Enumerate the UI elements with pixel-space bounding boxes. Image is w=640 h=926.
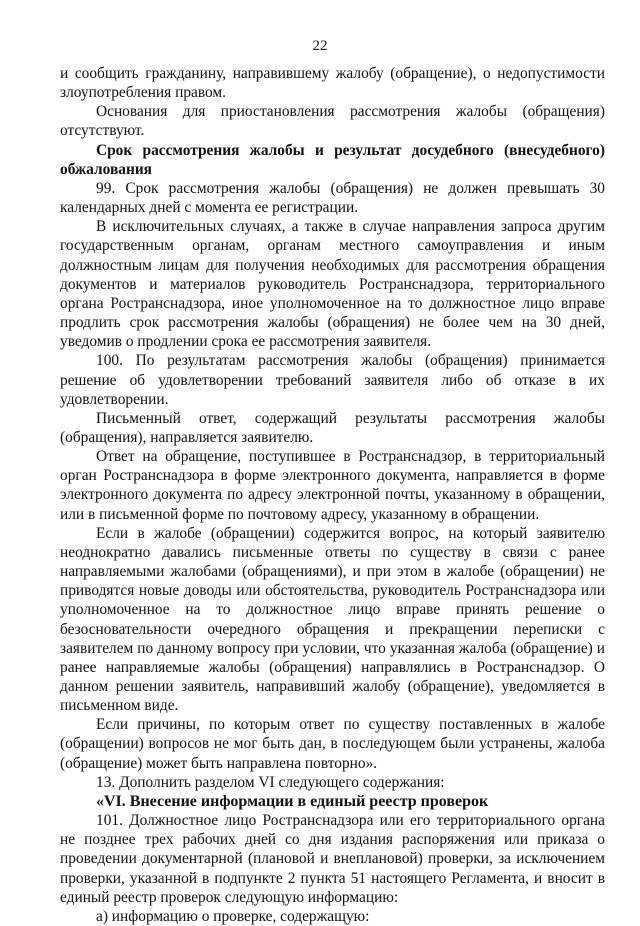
paragraph: Если в жалобе (обращении) содержится вопрос, на который заявителю неоднократно давались письменные ответы по существу в связи с ранее направляемыми жалобами (обращениями), и при этом в жалобе (обращении) не приводятся новые доводы или обстоятельства, руководитель Ространснадзора или уполномоченное на то должностное лицо вправе принять решение о безосновательности очередного обращения и прекращении переписки с заявителем по данному вопросу при условии, что указанная жалоба (обращение) и ранее направляемые жалобы (обращения) направлялись в Ространснадзор. О данном решении заявитель, направивший жалобу (обращение), уведомляется в письменном виде. — [60, 524, 605, 715]
section-heading: «VI. Внесение информации в единый реестр проверок — [96, 792, 489, 810]
paragraph: 99. Срок рассмотрения жалобы (обращения) не должен превышать 30 календарных дней с момента ее регистрации. — [60, 179, 605, 217]
document-body — [60, 64, 605, 926]
paragraph: 101. Должностное лицо Ространснадзора или его территориального органа не позднее трех рабочих дней со дня издания распоряжения или приказа о проведении документарной (плановой и внеплановой) проверки, за исключением проверки, указанной в подпункте 2 пункта 51 настоящего Регламента, и вносит в единый реестр проверок следующую информацию: — [60, 812, 605, 906]
paragraph: а) информацию о проверке, содержащую: — [96, 907, 370, 925]
paragraph: 13. Дополнить разделом VI следующего содержания: — [96, 773, 445, 791]
paragraph: Ответ на обращение, поступившее в Ространснадзор, в территориальный орган Ространснадзора в форме электронного документа, направляется в форме электронного документа по адресу электронной почты, указанному в обращении, или в письменной форме по почтовому адресу, указанному в обращении. — [60, 448, 605, 523]
paragraph: Если причины, по которым ответ по существу поставленных в жалобе (обращении) вопросов не мог быть дан, в последующем были устранены, жалоба (обращение) может быть направлена повторно». — [60, 716, 605, 772]
paragraph: Письменный ответ, содержащий результаты рассмотрения жалобы (обращения), направляется заявителю. — [60, 409, 605, 446]
paragraph: и сообщить гражданину, направившему жалобу (обращение), о недопустимости злоупотребления правом. — [60, 65, 605, 102]
page-number: 22 — [312, 38, 328, 54]
paragraph: В исключительных случаях, а также в случае направления запроса другим государственным органам, органам местного самоуправления и иным должностным лицам для получения необходимых для рассмотрения обращения документов и материалов руководитель Ространснадзора, территориального органа Ространснадзора, иное уполномоченное на то должностное лицо вправе продлить срок рассмотрения жалобы (обращения) не более чем на 30 дней, уведомив о продлении срока ее рассмотрения заявителя. — [60, 218, 605, 351]
paragraph: 100. По результатам рассмотрения жалобы (обращения) принимается решение об удовлетворении требований заявителя либо об отказе в их удовлетворении. — [60, 352, 605, 408]
section-heading: Срок рассмотрения жалобы и результат досудебного (внесудебного) обжалования — [60, 141, 605, 178]
paragraph: Основания для приостановления рассмотрения жалобы (обращения) отсутствуют. — [60, 103, 605, 140]
